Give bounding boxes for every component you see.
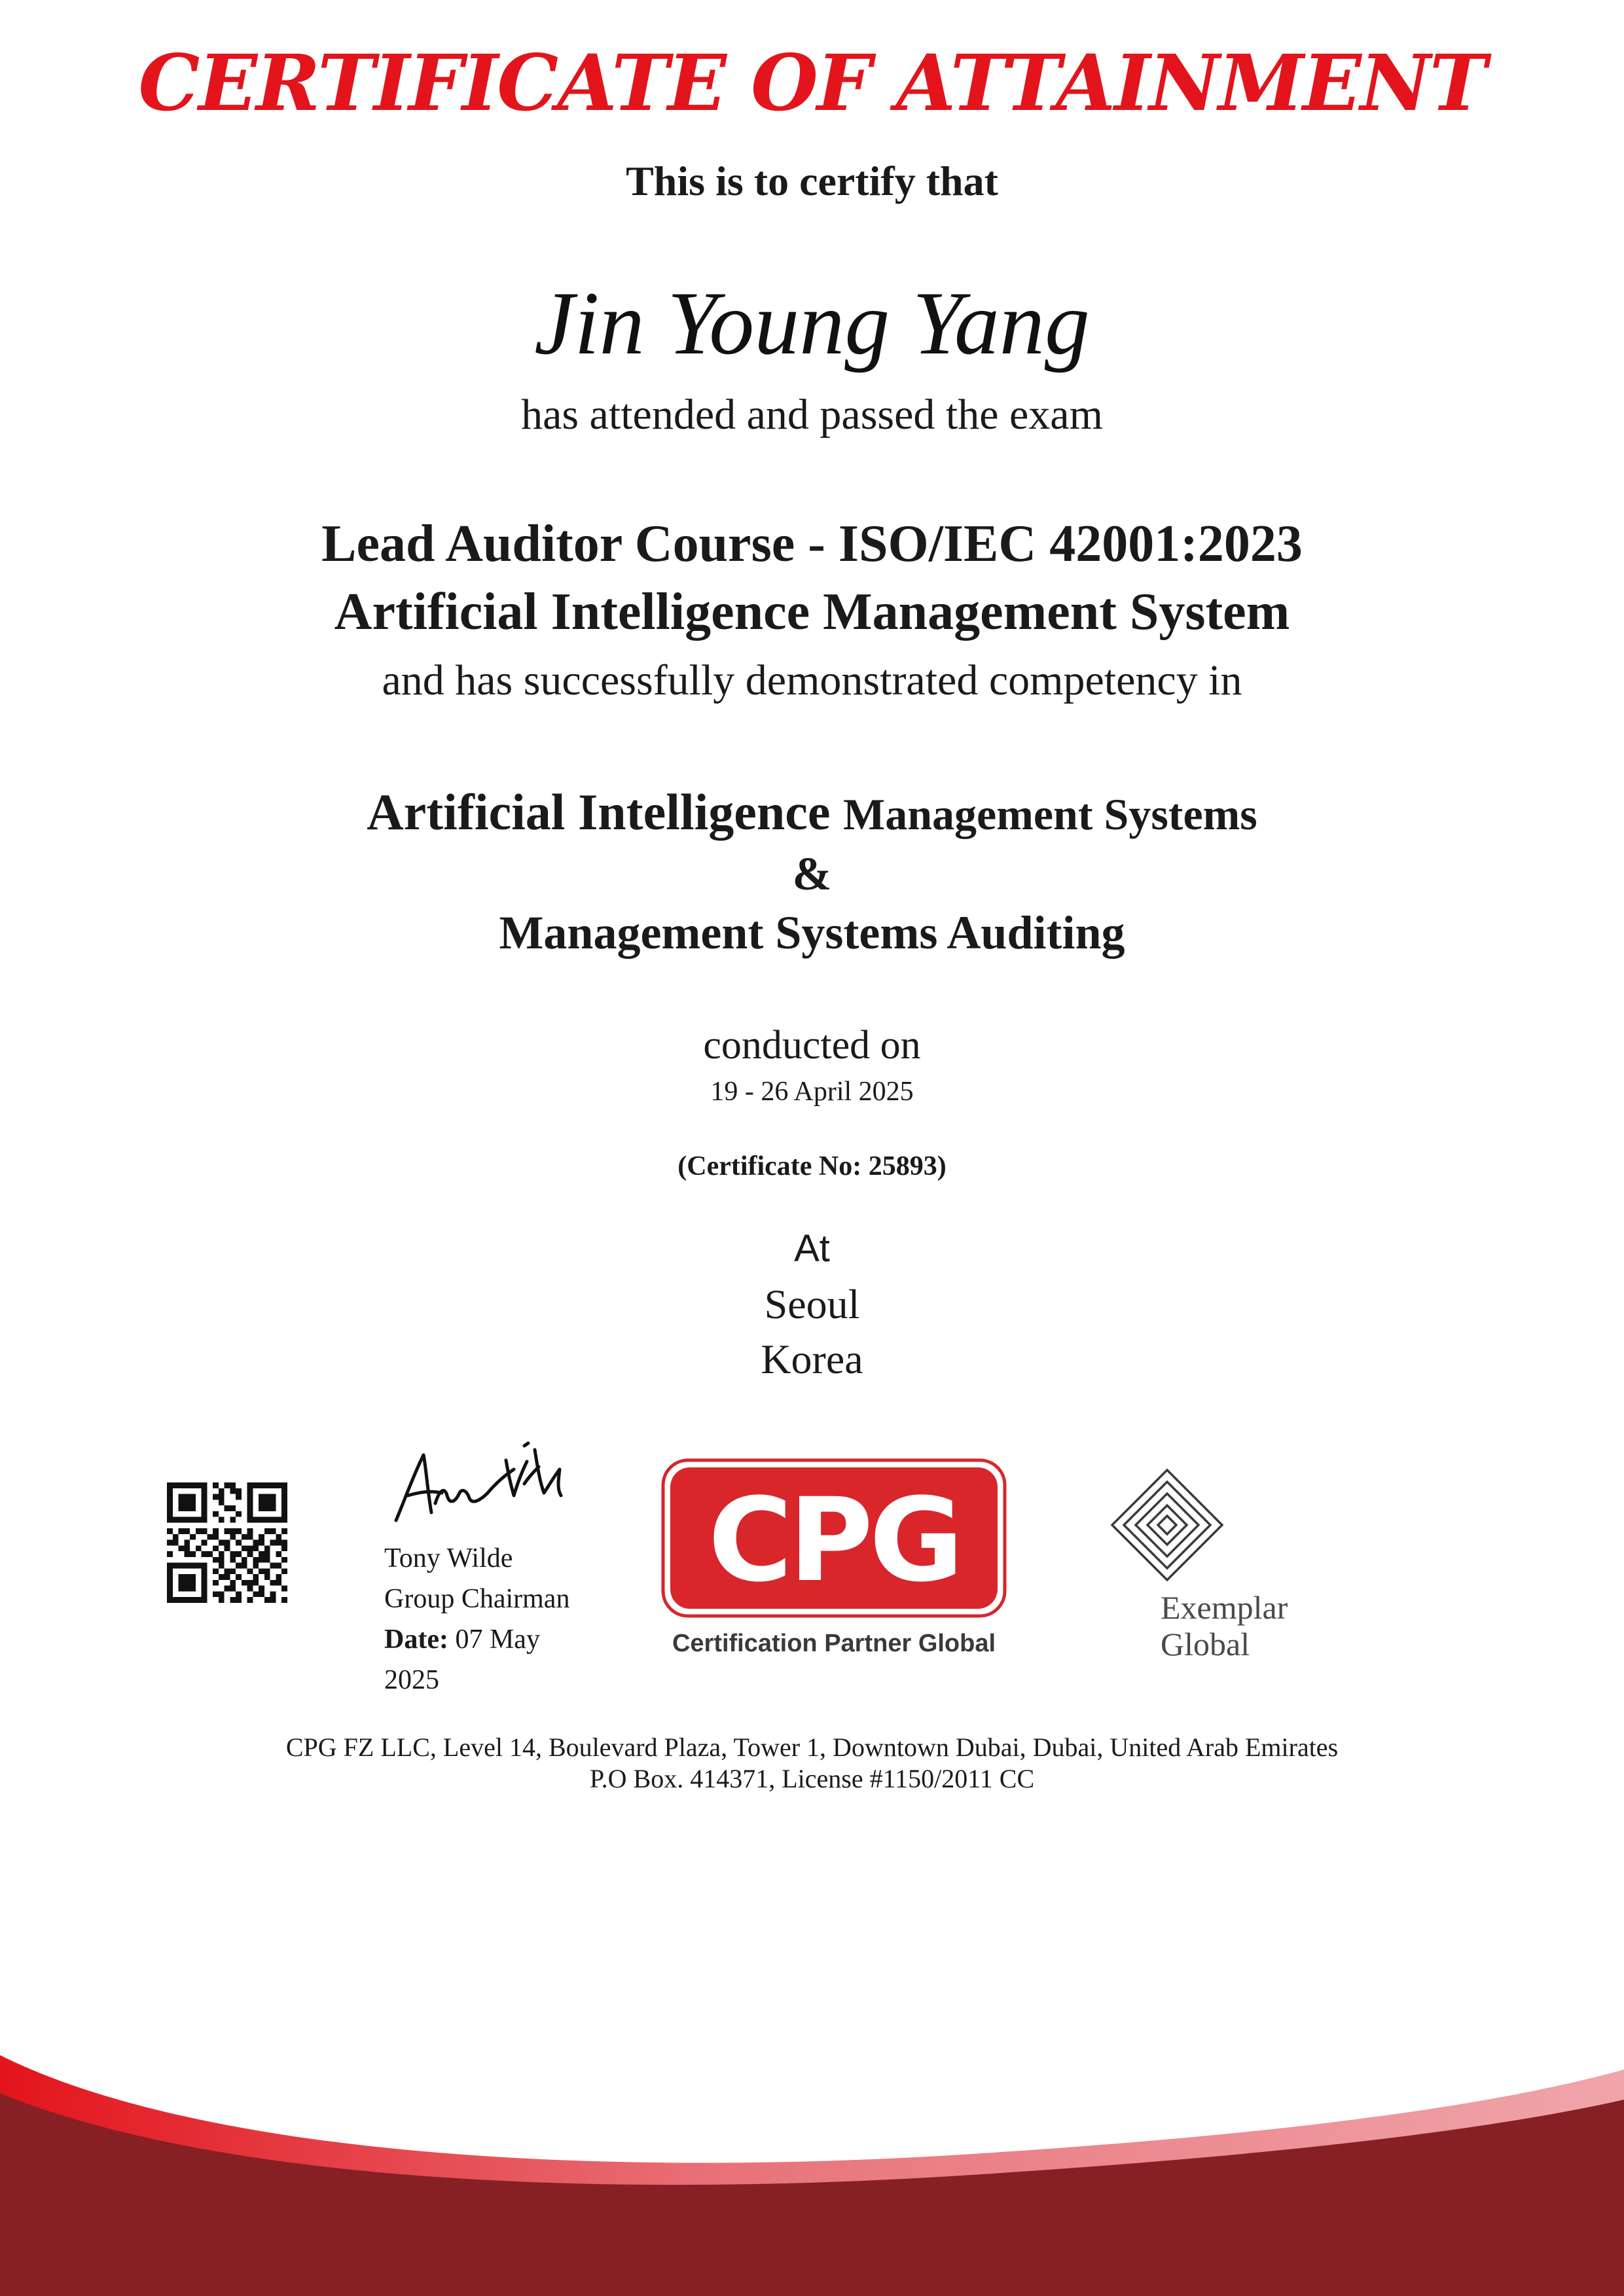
certificate-number: (Certificate No: 25893)	[677, 1151, 947, 1181]
recipient-name: Jin Young Yang	[534, 273, 1090, 373]
exemplar-global-logo-icon	[1110, 1467, 1225, 1583]
competency-line1-part-a: Artificial Intelligence	[367, 783, 831, 840]
cpg-tagline: Certification Partner Global	[672, 1630, 996, 1657]
course-title-line2: Artificial Intelligence Management System	[334, 583, 1290, 641]
qr-code-icon	[167, 1482, 287, 1603]
signatory-block	[384, 1538, 569, 1700]
location-at-label: At	[794, 1227, 830, 1270]
competency-line1-part-b: Management Systems	[843, 789, 1257, 839]
signature-icon	[389, 1430, 566, 1528]
location-city: Seoul	[764, 1281, 860, 1327]
certify-line: This is to certify that	[626, 158, 998, 204]
location-country: Korea	[761, 1336, 863, 1382]
signature-date-value: 07 May	[455, 1624, 540, 1655]
competency-intro: and has successfully demonstrated competency in	[382, 656, 1242, 704]
cpg-logo-letters: CPG	[708, 1473, 960, 1607]
conducted-label: conducted on	[703, 1023, 921, 1067]
signature-date-year: 2025	[384, 1665, 439, 1695]
certificate-title: CERTIFICATE OF ATTAINMENT	[138, 37, 1486, 128]
attended-line: has attended and passed the exam	[521, 391, 1103, 439]
footer-address-line2: P.O Box. 414371, License #1150/2011 CC	[589, 1764, 1035, 1793]
competency-ampersand: &	[792, 848, 832, 900]
footer-wave-decoration	[0, 2029, 1624, 2296]
course-title-line1: Lead Auditor Course - ISO/IEC 42001:2023	[321, 515, 1303, 573]
footer-address-line1: CPG FZ LLC, Level 14, Boulevard Plaza, Tower 1, Downtown Dubai, Dubai, United Arab Emirates	[285, 1732, 1339, 1762]
exemplar-line1: Exemplar	[1161, 1589, 1288, 1626]
exemplar-global-text	[1161, 1589, 1288, 1662]
cpg-logo-icon	[661, 1458, 1007, 1618]
signatory-role: Group Chairman	[384, 1584, 570, 1614]
competency-line1	[0, 783, 1624, 842]
signature-date-label: Date:	[384, 1624, 448, 1655]
exemplar-line2: Global	[1161, 1626, 1250, 1662]
signatory-name: Tony Wilde	[384, 1543, 513, 1573]
signature-date	[384, 1619, 569, 1660]
course-dates: 19 - 26 April 2025	[710, 1077, 914, 1107]
competency-line2: Management Systems Auditing	[499, 906, 1125, 959]
